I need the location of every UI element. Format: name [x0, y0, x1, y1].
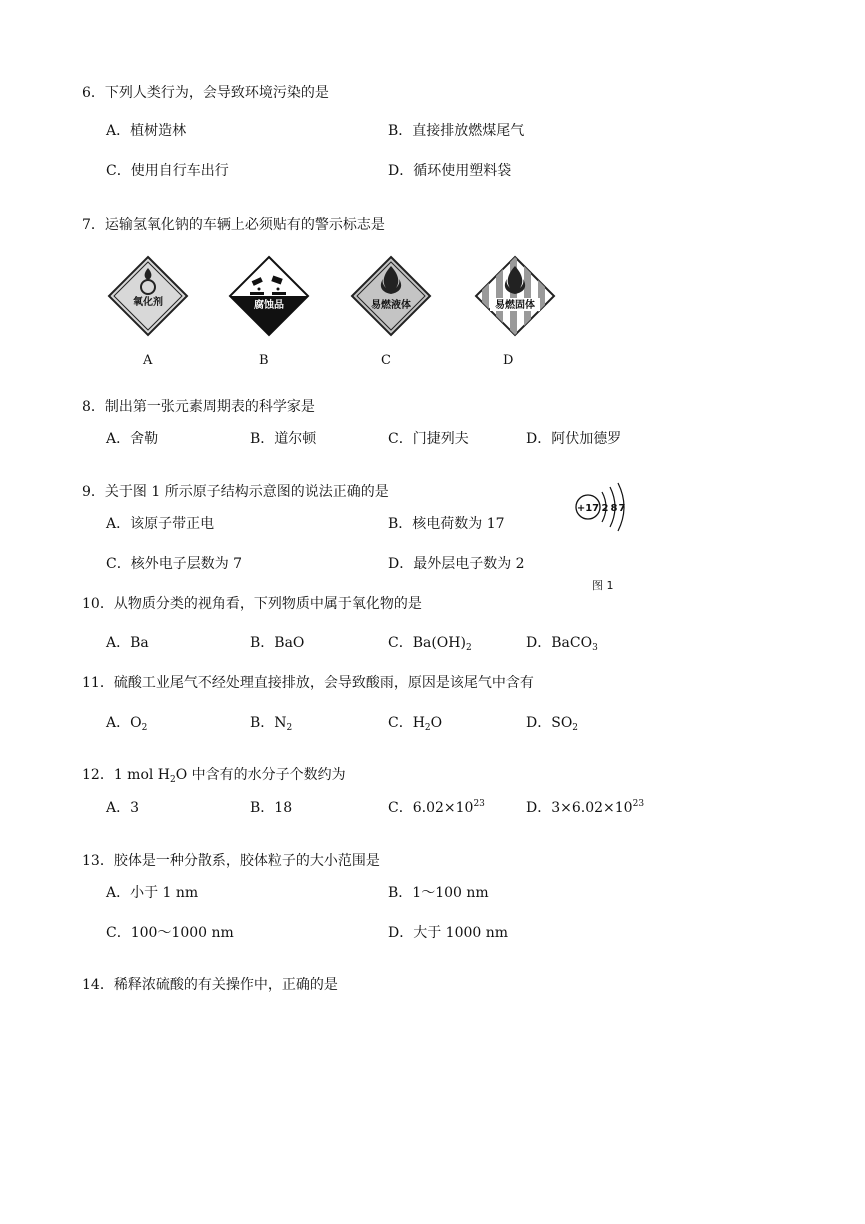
sign-letter-b: B: [259, 353, 269, 368]
q10-option-d: D．BaCO$_3$: [526, 635, 598, 653]
q12-option-b: B．18: [250, 800, 293, 816]
oxidizer-sign: [107, 255, 189, 337]
q6-option-d: D．循环使用塑料袋: [388, 163, 512, 179]
q7-stem: 7．运输氢氧化钠的车辆上必须贴有的警示标志是: [82, 217, 385, 233]
q11-option-c: C．$H_2O$: [388, 715, 443, 733]
q13-option-b: B．1～100 nm: [388, 885, 489, 901]
q14-stem: 14．稀释浓硫酸的有关操作中，正确的是: [82, 977, 338, 993]
q12-stem: 12．1 mol $H_2O$ 中含有的水分子个数约为: [82, 767, 346, 785]
q9-option-c: C．核外电子层数为 7: [106, 556, 243, 572]
sign-letter-a: A: [143, 353, 153, 368]
sign-letter-d: D: [503, 353, 514, 368]
corrosive-sign: [228, 255, 310, 337]
q6-option-b: B．直接排放燃煤尾气: [388, 123, 525, 139]
q6-option-c: C．使用自行车出行: [106, 163, 229, 179]
q13-option-a: A．小于 1 nm: [106, 885, 199, 901]
q11-option-b: B．$N_2$: [250, 715, 293, 733]
q6-stem: 6．下列人类行为，会导致环境污染的是: [82, 85, 329, 101]
q8-option-a: A．舍勒: [106, 431, 159, 447]
q10-option-a: A．Ba: [106, 635, 149, 651]
q9-option-b: B．核电荷数为 17: [388, 516, 505, 532]
shell-2-count: 8: [610, 503, 618, 514]
q13-option-d: D．大于 1000 nm: [388, 925, 509, 941]
flammable-solid-icon: [474, 255, 556, 337]
q11-option-a: A．$O_2$: [106, 715, 148, 733]
q10-option-b: B．BaO: [250, 635, 305, 651]
sign-letter-c: C: [381, 353, 391, 368]
q13-option-c: C．100～1000 nm: [106, 925, 234, 941]
atom-structure-diagram: [574, 478, 634, 540]
q11-option-d: D．$SO_2$: [526, 715, 579, 733]
sign-label: 易燃固体: [495, 300, 535, 311]
q13-stem: 13．胶体是一种分散系，胶体粒子的大小范围是: [82, 853, 380, 869]
oxidizer-icon: [107, 255, 189, 337]
atom-diagram-icon: [574, 478, 634, 536]
q11-stem: 11．硫酸工业尾气不经处理直接排放，会导致酸雨，原因是该尾气中含有: [82, 675, 534, 691]
shell-1-count: 2: [601, 503, 609, 514]
flammable-liquid-sign: [350, 255, 432, 337]
q8-option-b: B．道尔顿: [250, 431, 317, 447]
q9-option-a: A．该原子带正电: [106, 516, 215, 532]
flammable-liquid-icon: [350, 255, 432, 337]
shell-3-count: 7: [618, 503, 626, 514]
q9-option-d: D．最外层电子数为 2: [388, 556, 525, 572]
nucleus-charge: +17: [576, 503, 600, 514]
sign-label: 氧化剂: [133, 297, 163, 308]
sign-label: 腐蚀品: [254, 300, 284, 311]
q10-stem: 10．从物质分类的视角看，下列物质中属于氧化物的是: [82, 596, 422, 612]
q8-stem: 8．制出第一张元素周期表的科学家是: [82, 399, 315, 415]
corrosive-icon: [228, 255, 310, 337]
q12-option-c: C．$6.02\times 10^{23}$: [388, 799, 485, 816]
flammable-solid-sign: [474, 255, 556, 337]
q12-option-a: A．3: [106, 800, 140, 816]
q10-option-c: C．$Ba(OH)_2$: [388, 635, 472, 653]
figure-caption: 图 1: [592, 579, 614, 592]
q8-option-d: D．阿伏加德罗: [526, 431, 622, 447]
q6-option-a: A．植树造林: [106, 123, 187, 139]
q9-stem: 9．关于图 1 所示原子结构示意图的说法正确的是: [82, 484, 389, 500]
q12-option-d: D．$3\times 6.02\times 10^{23}$: [526, 799, 645, 816]
sign-label: 易燃液体: [371, 300, 411, 311]
q8-option-c: C．门捷列夫: [388, 431, 469, 447]
